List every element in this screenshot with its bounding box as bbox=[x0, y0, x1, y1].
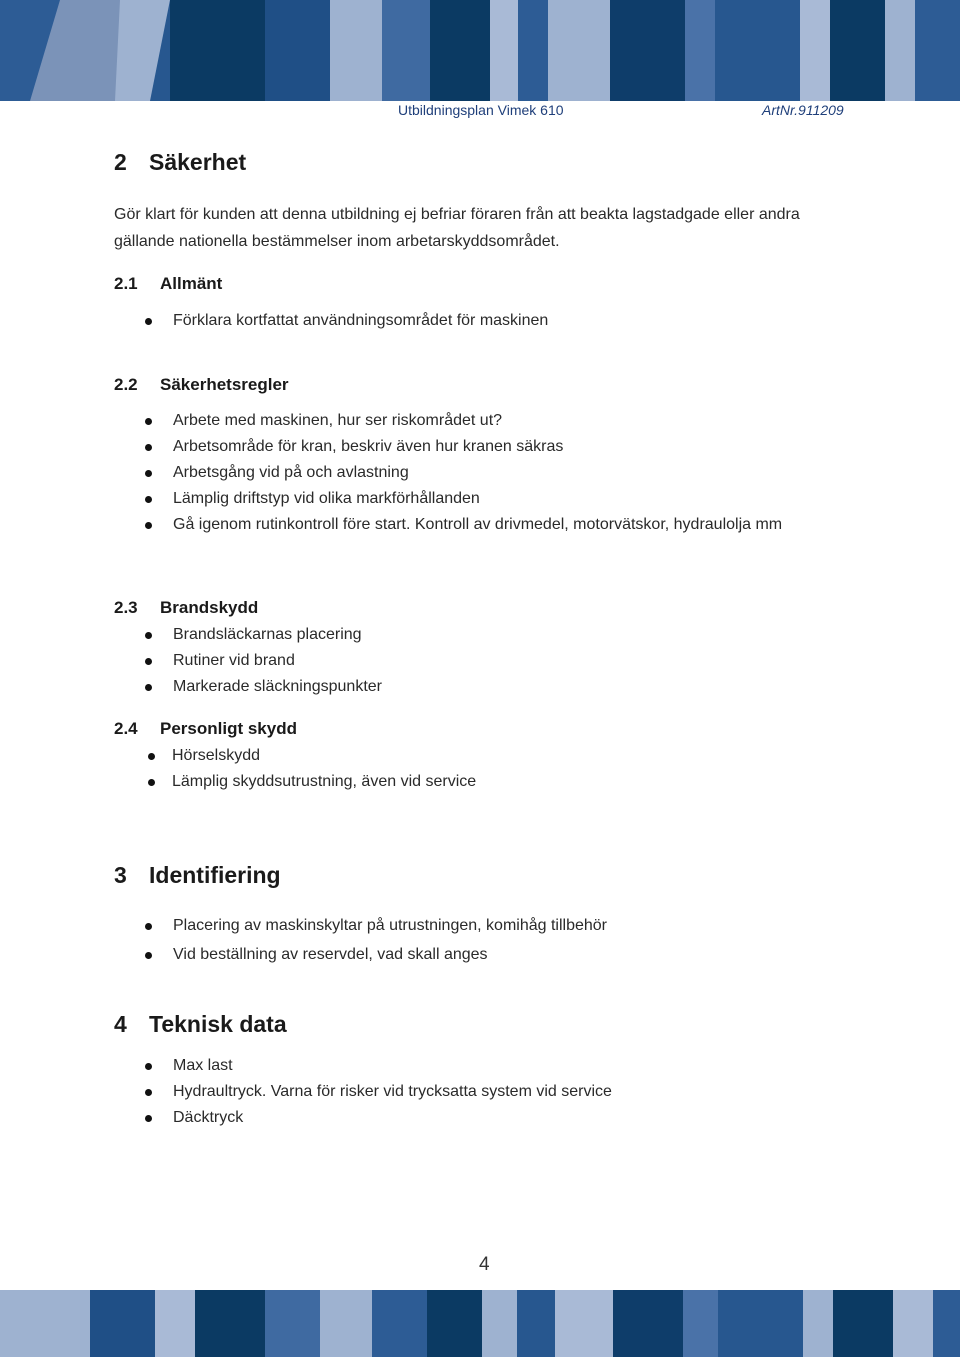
section-2-heading bbox=[114, 149, 514, 179]
bullet-icon bbox=[145, 684, 152, 691]
section-title: Identifiering bbox=[149, 862, 281, 888]
bullet-icon bbox=[145, 318, 152, 325]
subsection-2-4-heading bbox=[114, 719, 414, 741]
subsection-number: 2.4 bbox=[114, 719, 138, 738]
subsection-2-1-heading bbox=[114, 274, 414, 296]
top-banner-graphic bbox=[0, 0, 960, 101]
bullet-icon bbox=[145, 923, 152, 930]
page-number: 4 bbox=[479, 1254, 490, 1275]
list-item: Arbetsområde för kran, beskriv även hur kranen säkras bbox=[145, 438, 845, 460]
list-item: Förklara kortfattat användningsområdet för maskinen bbox=[145, 312, 845, 334]
section-number: 3 bbox=[114, 862, 127, 888]
list-item: Däcktryck bbox=[145, 1109, 845, 1131]
header-article-number: ArtNr.911209 bbox=[762, 102, 844, 118]
subsection-title: Personligt skydd bbox=[160, 719, 297, 738]
bullet-icon bbox=[148, 753, 155, 760]
bullet-icon bbox=[145, 418, 152, 425]
subsection-number: 2.3 bbox=[114, 598, 138, 617]
list-item: Lämplig skyddsutrustning, även vid service bbox=[148, 773, 848, 795]
running-header bbox=[0, 101, 960, 121]
section-title: Teknisk data bbox=[149, 1011, 287, 1037]
list-item: Arbete med maskinen, hur ser riskområdet ut? bbox=[145, 412, 845, 434]
list-item: Hörselskydd bbox=[148, 747, 848, 769]
bullet-icon bbox=[145, 522, 152, 529]
subsection-title: Allmänt bbox=[160, 274, 223, 293]
section-2-intro: Gör klart för kunden att denna utbildning ej befriar föraren från att beakta lagstadgade eller andra gällande nationella bestämmelser inom arbetarskyddsområdet. bbox=[114, 206, 800, 250]
bottom-banner-graphic bbox=[0, 1290, 960, 1357]
list-item: Markerade släckningspunkter bbox=[145, 678, 845, 700]
bullet-icon bbox=[145, 1089, 152, 1096]
section-number: 2 bbox=[114, 149, 127, 175]
subsection-number: 2.2 bbox=[114, 375, 138, 394]
section-title: Säkerhet bbox=[149, 149, 247, 175]
bullet-icon bbox=[145, 1063, 152, 1070]
bullet-icon bbox=[145, 952, 152, 959]
list-item: Max last bbox=[145, 1057, 845, 1079]
bullet-icon bbox=[145, 444, 152, 451]
subsection-2-2-heading bbox=[114, 375, 414, 397]
list-item: Gå igenom rutinkontroll före start. Kontroll av drivmedel, motorvätskor, hydraulolja mm bbox=[145, 516, 845, 538]
bullet-icon bbox=[145, 470, 152, 477]
list-item: Placering av maskinskyltar på utrustningen, komihåg tillbehör bbox=[145, 917, 845, 939]
list-item: Brandsläckarnas placering bbox=[145, 626, 845, 648]
section-3-heading bbox=[114, 862, 514, 892]
list-item: Arbetsgång vid på och avlastning bbox=[145, 464, 845, 486]
subsection-number: 2.1 bbox=[114, 274, 138, 293]
subsection-2-3-heading bbox=[114, 598, 414, 620]
bullet-icon bbox=[145, 658, 152, 665]
list-item: Hydraultryck. Varna för risker vid trycksatta system vid service bbox=[145, 1083, 845, 1105]
bullet-icon bbox=[145, 632, 152, 639]
subsection-title: Brandskydd bbox=[160, 598, 259, 617]
list-item: Lämplig driftstyp vid olika markförhållanden bbox=[145, 490, 845, 512]
top-banner bbox=[0, 0, 960, 101]
list-item: Vid beställning av reservdel, vad skall anges bbox=[145, 946, 845, 968]
subsection-title: Säkerhetsregler bbox=[160, 375, 289, 394]
section-number: 4 bbox=[114, 1011, 127, 1037]
section-4-heading bbox=[114, 1011, 514, 1041]
bullet-icon bbox=[148, 779, 155, 786]
bullet-icon bbox=[145, 496, 152, 503]
bullet-icon bbox=[145, 1115, 152, 1122]
list-item: Rutiner vid brand bbox=[145, 652, 845, 674]
bottom-banner bbox=[0, 1290, 960, 1357]
header-title: Utbildningsplan Vimek 610 bbox=[398, 102, 564, 118]
